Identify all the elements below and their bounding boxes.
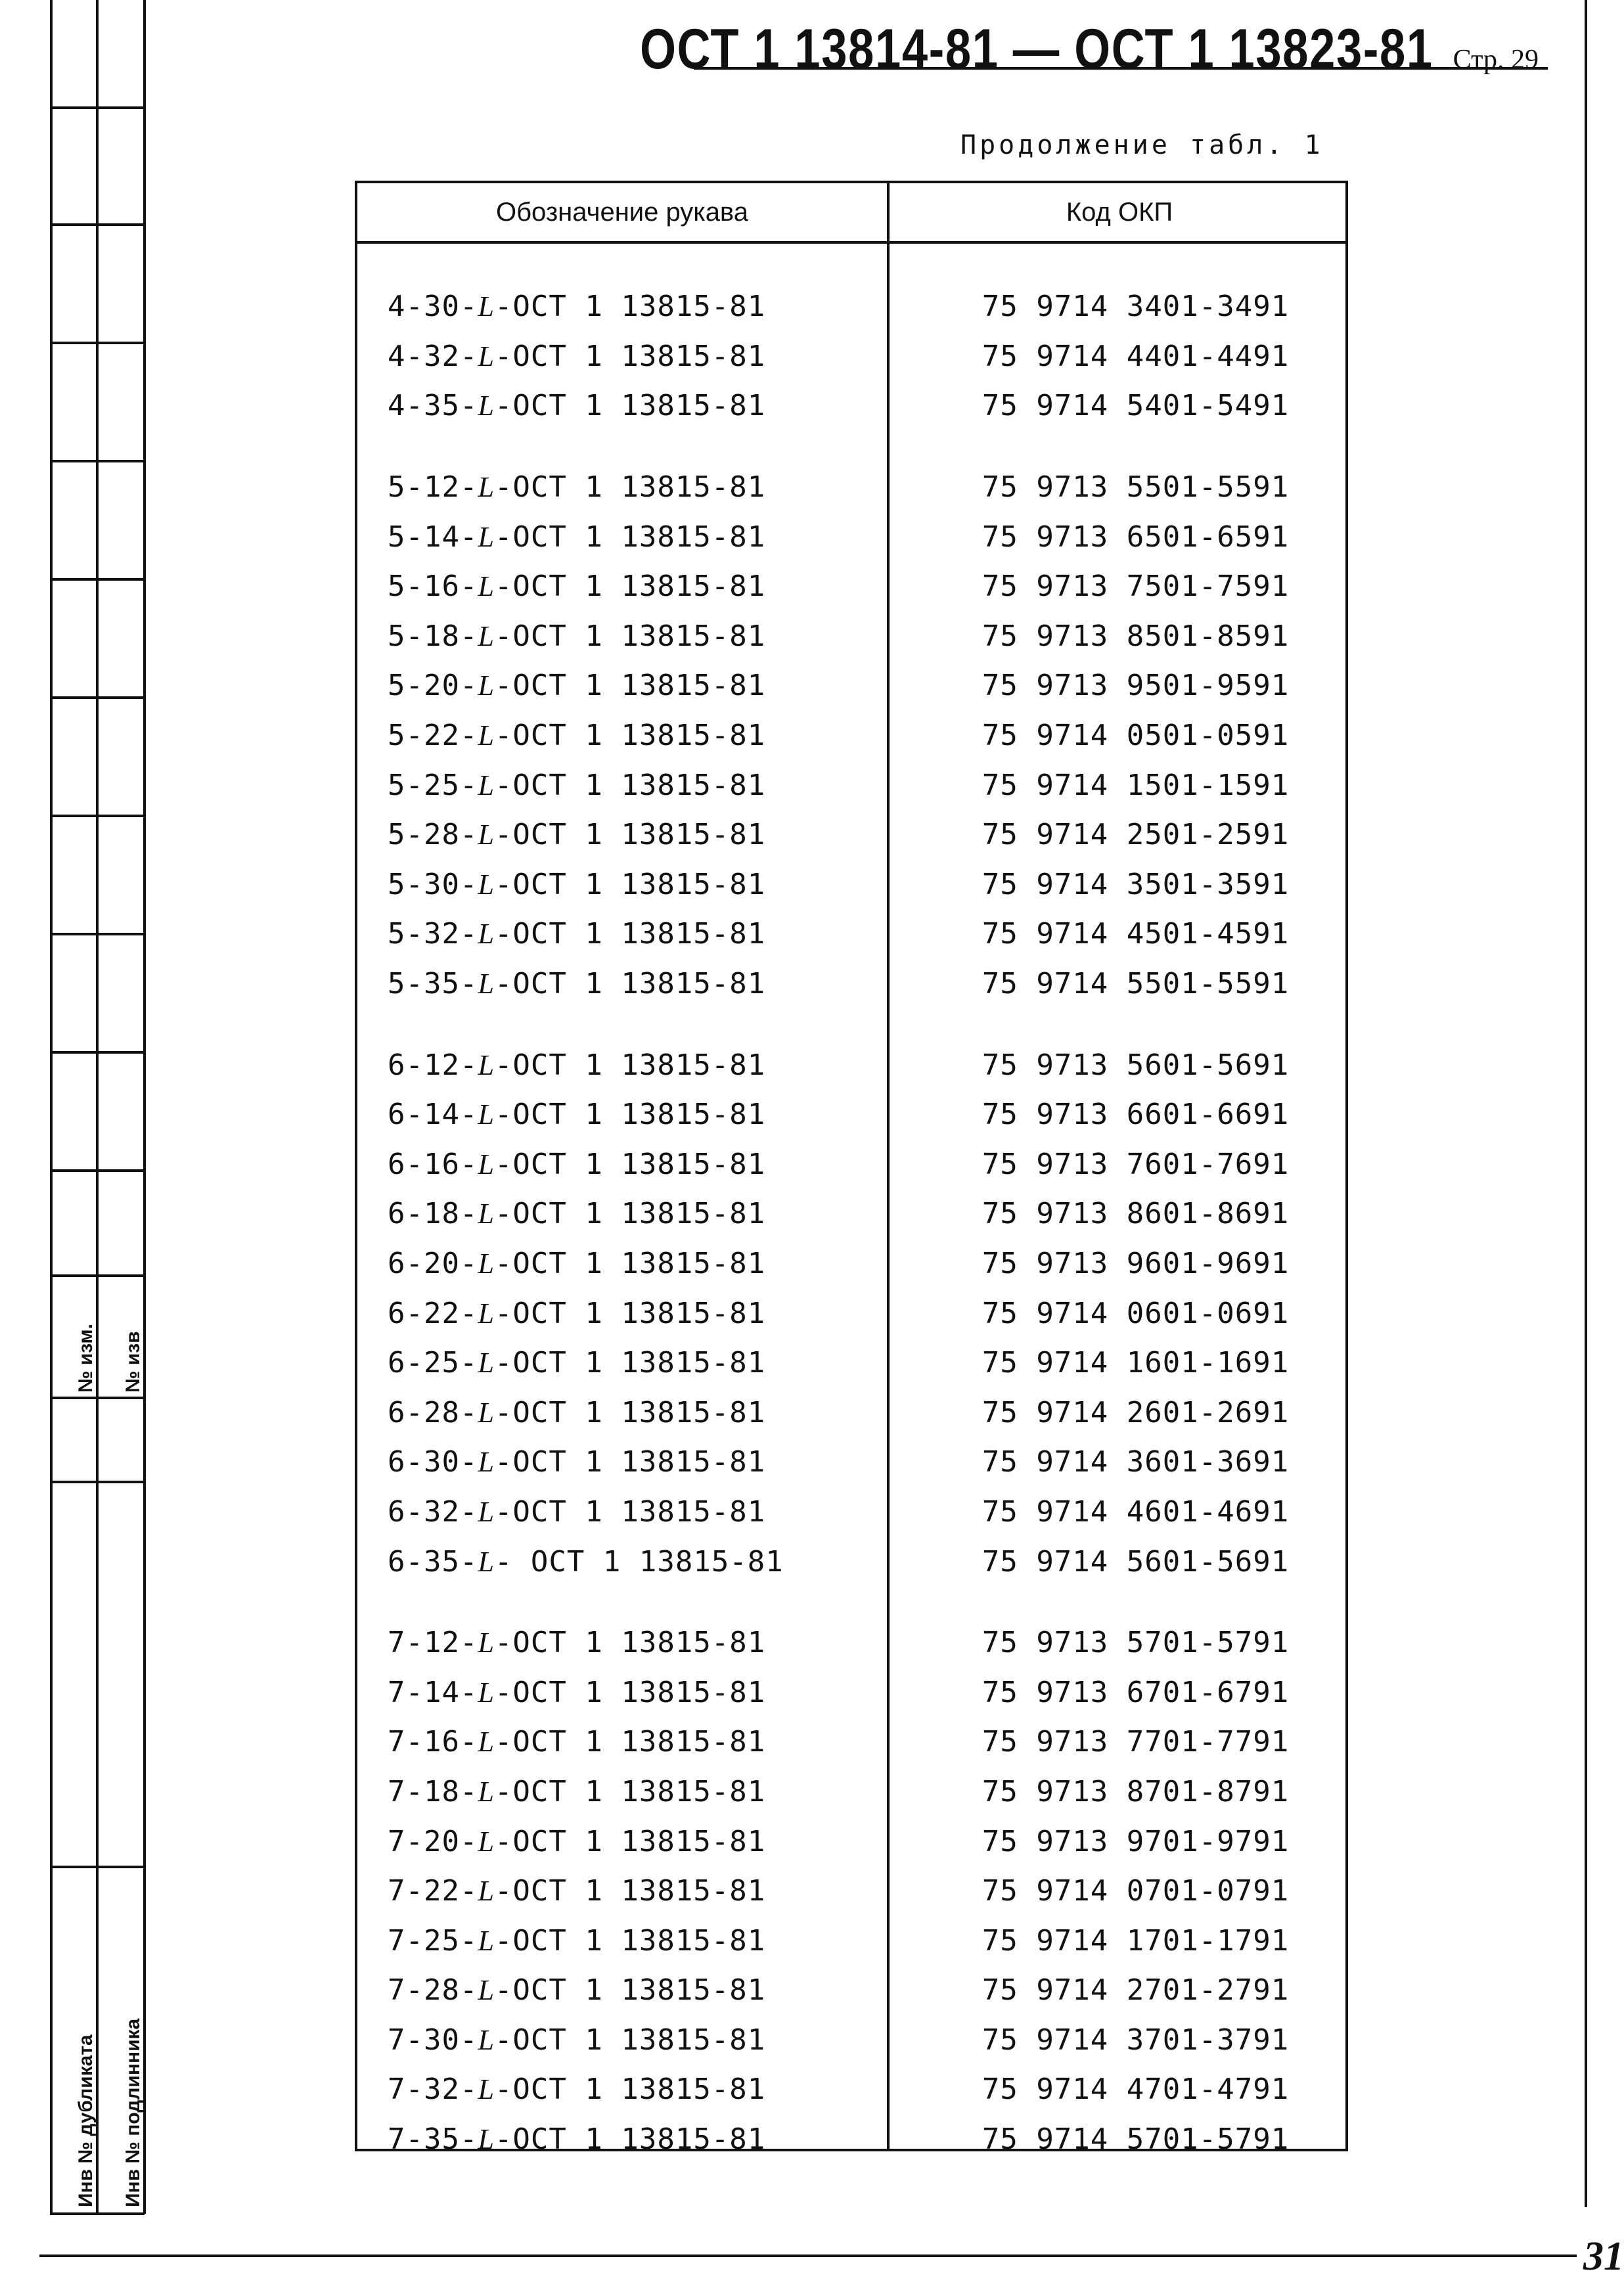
designation-prefix: 7-30- — [388, 2023, 478, 2057]
hose-designation-cell — [357, 389, 886, 422]
designation-prefix: 5-25- — [388, 768, 478, 802]
hose-designation-cell — [357, 2023, 886, 2057]
hose-designation-cell — [357, 1874, 886, 1908]
length-symbol: L — [478, 968, 495, 1000]
table-row — [357, 760, 1345, 810]
length-symbol: L — [478, 2073, 495, 2106]
length-symbol: L — [478, 1825, 495, 1858]
okp-code-cell: 75 9714 5701-5791 — [981, 2122, 1290, 2157]
designation-standard: -ОСТ 1 13815-81 — [494, 1874, 766, 1908]
designation-prefix: 7-20- — [388, 1824, 478, 1858]
designation-prefix: 6-14- — [388, 1098, 478, 1132]
length-symbol: L — [478, 1545, 495, 1578]
length-symbol: L — [478, 471, 495, 504]
designation-standard: -ОСТ 1 13815-81 — [494, 389, 766, 423]
bottom-rule — [39, 2254, 1577, 2257]
okp-code-cell: 75 9713 8601-8691 — [981, 1197, 1290, 1231]
table-row — [357, 1239, 1345, 1289]
designation-standard: -ОСТ 1 13815-81 — [494, 1774, 766, 1808]
okp-code-cell: 75 9714 0701-0791 — [981, 1874, 1290, 1908]
length-symbol: L — [478, 1726, 495, 1759]
designation-prefix: 7-14- — [388, 1675, 478, 1709]
length-symbol: L — [478, 669, 495, 702]
designation-standard: -ОСТ 1 13815-81 — [494, 1973, 766, 2008]
designation-prefix: 6-20- — [388, 1246, 478, 1280]
length-symbol: L — [478, 1626, 495, 1659]
designation-prefix: 5-28- — [388, 818, 478, 852]
okp-code-cell: 75 9714 3501-3591 — [981, 867, 1290, 901]
okp-code-cell: 75 9713 6701-6791 — [981, 1675, 1290, 1709]
okp-code-cell: 75 9713 7701-7791 — [981, 1725, 1290, 1759]
hose-designation-cell — [357, 967, 886, 1000]
table-row — [357, 2115, 1345, 2165]
length-symbol: L — [478, 1676, 495, 1709]
okp-code-cell: 75 9713 6501-6591 — [981, 520, 1290, 554]
okp-code-cell: 75 9714 0601-0691 — [981, 1296, 1290, 1330]
hose-designation-cell — [357, 719, 886, 752]
length-symbol: L — [478, 290, 495, 323]
designation-prefix: 7-35- — [388, 2122, 478, 2157]
designation-prefix: 5-18- — [388, 619, 478, 653]
length-symbol: L — [478, 1148, 495, 1180]
table-row-group — [357, 1618, 1345, 2165]
okp-code-cell: 75 9714 1501-1591 — [981, 768, 1290, 802]
hose-designation-cell — [357, 1973, 886, 2007]
designation-standard: -ОСТ 1 13815-81 — [494, 967, 766, 1001]
designation-prefix: 5-30- — [388, 867, 478, 901]
table-row — [357, 1387, 1345, 1437]
designation-prefix: 7-12- — [388, 1626, 478, 1660]
okp-code-cell: 75 9714 4501-4591 — [981, 917, 1290, 951]
length-symbol: L — [478, 1974, 495, 2007]
designation-prefix: 6-30- — [388, 1445, 478, 1479]
designation-prefix: 6-16- — [388, 1147, 478, 1181]
length-symbol: L — [478, 868, 495, 901]
okp-code-cell: 75 9714 4401-4491 — [981, 339, 1290, 373]
designation-prefix: 5-22- — [388, 719, 478, 753]
okp-code-cell: 75 9714 1601-1691 — [981, 1346, 1290, 1380]
designation-prefix: 6-25- — [388, 1346, 478, 1380]
hose-designation-cell — [357, 1626, 886, 1659]
hose-designation-cell — [357, 1197, 886, 1230]
designation-prefix: 5-14- — [388, 520, 478, 554]
table-row — [357, 332, 1345, 382]
okp-code-cell: 75 9713 5701-5791 — [981, 1626, 1290, 1660]
designation-standard: -ОСТ 1 13815-81 — [494, 470, 766, 505]
duplicate-inventory-label: Инв № дубликата — [75, 2034, 97, 2207]
okp-code-cell: 75 9714 3701-3791 — [981, 2023, 1290, 2057]
okp-code-cell: 75 9713 7601-7691 — [981, 1147, 1290, 1181]
table-row — [357, 1767, 1345, 1817]
designation-standard: -ОСТ 1 13815-81 — [494, 1494, 766, 1529]
page-number: 31 — [1583, 2234, 1624, 2279]
hose-designation-cell — [357, 2122, 886, 2156]
document-title: ОСТ 1 13814-81 — ОСТ 1 13823-81 — [640, 18, 1433, 81]
table-row — [357, 1618, 1345, 1668]
hose-designation-cell — [357, 1495, 886, 1529]
okp-code-cell: 75 9713 6601-6691 — [981, 1098, 1290, 1132]
table-row — [357, 810, 1345, 860]
designation-standard: -ОСТ 1 13815-81 — [494, 1197, 766, 1231]
column-header-designation: Обозначение рукава — [496, 197, 748, 227]
table-row — [357, 860, 1345, 910]
designation-prefix: 4-32- — [388, 339, 478, 373]
hose-designation-cell — [357, 1048, 886, 1082]
hose-designation-cell — [357, 1924, 886, 1958]
designation-standard: -ОСТ 1 13815-81 — [494, 570, 766, 604]
designation-standard: -ОСТ 1 13815-81 — [494, 1445, 766, 1479]
change-number-label: № изм. — [75, 1324, 97, 1393]
designation-standard: -ОСТ 1 13815-81 — [494, 619, 766, 653]
designation-standard: -ОСТ 1 13815-81 — [494, 1296, 766, 1330]
hose-designation-cell — [357, 1098, 886, 1131]
designation-prefix: 7-16- — [388, 1725, 478, 1759]
designation-standard: -ОСТ 1 13815-81 — [494, 2122, 766, 2157]
table-row — [357, 661, 1345, 711]
table-row — [357, 612, 1345, 662]
hose-designation-cell — [357, 340, 886, 373]
designation-standard: -ОСТ 1 13815-81 — [494, 768, 766, 802]
column-header-okp-code: Код ОКП — [1066, 197, 1173, 227]
okp-code-cell: 75 9713 5501-5591 — [981, 470, 1290, 505]
designation-standard: -ОСТ 1 13815-81 — [494, 1626, 766, 1660]
designation-prefix: 7-22- — [388, 1874, 478, 1908]
table-row — [357, 282, 1345, 332]
okp-code-cell: 75 9713 5601-5691 — [981, 1048, 1290, 1082]
table-row — [357, 711, 1345, 761]
table-row — [357, 512, 1345, 562]
hose-code-table — [355, 181, 1348, 2157]
length-symbol: L — [478, 619, 495, 652]
table-continuation-caption: Продолжение табл. 1 — [960, 130, 1324, 160]
okp-code-cell: 75 9714 3601-3691 — [981, 1445, 1290, 1479]
table-row — [357, 1667, 1345, 1717]
table-row — [357, 1140, 1345, 1190]
table-row — [357, 1487, 1345, 1537]
length-symbol: L — [478, 1098, 495, 1131]
hose-designation-cell — [357, 818, 886, 851]
table-body — [357, 282, 1345, 2195]
designation-standard: -ОСТ 1 13815-81 — [494, 290, 766, 324]
hose-designation-cell — [357, 470, 886, 504]
table-row — [357, 1288, 1345, 1338]
designation-standard: -ОСТ 1 13815-81 — [494, 1098, 766, 1132]
okp-code-cell: 75 9713 9501-9591 — [981, 669, 1290, 703]
designation-standard: -ОСТ 1 13815-81 — [494, 1048, 766, 1082]
length-symbol: L — [478, 2023, 495, 2056]
hose-designation-cell — [357, 769, 886, 802]
table-row — [357, 1040, 1345, 1090]
hose-designation-cell — [357, 669, 886, 702]
okp-code-cell: 75 9713 9701-9791 — [981, 1824, 1290, 1858]
okp-code-cell: 75 9714 0501-0591 — [981, 719, 1290, 753]
table-row — [357, 1437, 1345, 1487]
designation-prefix: 5-12- — [388, 470, 478, 505]
table-row — [357, 1338, 1345, 1388]
header-separator — [357, 241, 1345, 244]
hose-designation-cell — [357, 1247, 886, 1280]
table-row — [357, 462, 1345, 512]
designation-standard: -ОСТ 1 13815-81 — [494, 339, 766, 373]
designation-prefix: 6-32- — [388, 1494, 478, 1529]
table-row — [357, 1189, 1345, 1239]
table-row — [357, 2065, 1345, 2115]
okp-code-cell: 75 9714 2501-2591 — [981, 818, 1290, 852]
hose-designation-cell — [357, 1346, 886, 1380]
table-row — [357, 1916, 1345, 1965]
document-header — [466, 5, 1539, 81]
length-symbol: L — [478, 570, 495, 603]
hose-designation-cell — [357, 290, 886, 323]
okp-code-cell: 75 9713 8501-8591 — [981, 619, 1290, 653]
designation-prefix: 7-18- — [388, 1774, 478, 1808]
designation-standard: -ОСТ 1 13815-81 — [494, 1246, 766, 1280]
designation-standard: -ОСТ 1 13815-81 — [494, 669, 766, 703]
designation-prefix: 5-16- — [388, 570, 478, 604]
okp-code-cell: 75 9714 5601-5691 — [981, 1544, 1290, 1579]
hose-designation-cell — [357, 1676, 886, 1709]
hose-designation-cell — [357, 1148, 886, 1181]
designation-standard: -ОСТ 1 13815-81 — [494, 1923, 766, 1958]
hose-designation-cell — [357, 520, 886, 554]
length-symbol: L — [478, 520, 495, 553]
table-row — [357, 1090, 1345, 1140]
designation-prefix: 7-28- — [388, 1973, 478, 2008]
hose-designation-cell — [357, 917, 886, 951]
designation-standard: -ОСТ 1 13815-81 — [494, 1675, 766, 1709]
designation-prefix: 5-32- — [388, 917, 478, 951]
okp-code-cell: 75 9714 3401-3491 — [981, 290, 1290, 324]
designation-standard: -ОСТ 1 13815-81 — [494, 1824, 766, 1858]
designation-prefix: 7-25- — [388, 1923, 478, 1958]
table-row — [357, 1537, 1345, 1586]
length-symbol: L — [478, 1347, 495, 1380]
table-row — [357, 2015, 1345, 2065]
designation-standard: -ОСТ 1 13815-81 — [494, 520, 766, 554]
designation-standard: -ОСТ 1 13815-81 — [494, 818, 766, 852]
length-symbol: L — [478, 340, 495, 372]
table-row — [357, 381, 1345, 431]
designation-standard: -ОСТ 1 13815-81 — [494, 2023, 766, 2057]
okp-code-cell: 75 9713 8701-8791 — [981, 1774, 1290, 1808]
right-frame-line — [1585, 0, 1587, 2207]
hose-designation-cell — [357, 570, 886, 603]
designation-prefix: 6-28- — [388, 1395, 478, 1429]
hose-designation-cell — [357, 1545, 886, 1579]
okp-code-cell: 75 9713 7501-7591 — [981, 570, 1290, 604]
hose-designation-cell — [357, 1775, 886, 1808]
length-symbol: L — [478, 1247, 495, 1280]
designation-standard: -ОСТ 1 13815-81 — [494, 867, 766, 901]
designation-prefix: 6-12- — [388, 1048, 478, 1082]
table-row — [357, 1965, 1345, 2015]
okp-code-cell: 75 9714 1701-1791 — [981, 1923, 1290, 1958]
hose-designation-cell — [357, 1825, 886, 1858]
designation-prefix: 6-18- — [388, 1197, 478, 1231]
hose-designation-cell — [357, 2073, 886, 2106]
table-row — [357, 1717, 1345, 1767]
table-row-group — [357, 1040, 1345, 1586]
hose-designation-cell — [357, 1396, 886, 1429]
length-symbol: L — [478, 1495, 495, 1528]
designation-prefix: 6-35- — [388, 1544, 478, 1579]
table-row — [357, 1816, 1345, 1866]
table-row — [357, 959, 1345, 1009]
designation-standard: -ОСТ 1 13815-81 — [494, 1147, 766, 1181]
designation-standard: -ОСТ 1 13815-81 — [494, 2073, 766, 2107]
designation-standard: -ОСТ 1 13815-81 — [494, 1395, 766, 1429]
okp-code-cell: 75 9714 5401-5491 — [981, 389, 1290, 423]
length-symbol: L — [478, 1924, 495, 1957]
length-symbol: L — [478, 819, 495, 851]
designation-standard: -ОСТ 1 13815-81 — [494, 1346, 766, 1380]
length-symbol: L — [478, 1775, 495, 1808]
designation-standard: -ОСТ 1 13815-81 — [494, 1725, 766, 1759]
length-symbol: L — [478, 2123, 495, 2156]
designation-prefix: 6-22- — [388, 1296, 478, 1330]
length-symbol: L — [478, 1297, 495, 1330]
table-row — [357, 909, 1345, 959]
hose-designation-cell — [357, 619, 886, 653]
okp-code-cell: 75 9714 2601-2691 — [981, 1395, 1290, 1429]
table-row — [357, 1866, 1345, 1916]
designation-standard: -ОСТ 1 13815-81 — [494, 917, 766, 951]
original-inventory-label: Инв № подлинника — [122, 2018, 144, 2207]
okp-code-cell: 75 9714 5501-5591 — [981, 967, 1290, 1001]
designation-standard: - ОСТ 1 13815-81 — [494, 1544, 784, 1579]
hose-designation-cell — [357, 868, 886, 901]
hose-designation-cell — [357, 1297, 886, 1330]
okp-code-cell: 75 9714 4601-4691 — [981, 1494, 1290, 1529]
length-symbol: L — [478, 769, 495, 801]
table-row — [357, 562, 1345, 612]
page-label: Стр. 29 — [1453, 45, 1539, 75]
length-symbol: L — [478, 1446, 495, 1479]
table-row-group — [357, 282, 1345, 431]
length-symbol: L — [478, 1396, 495, 1429]
length-symbol: L — [478, 1048, 495, 1081]
okp-code-cell: 75 9714 4701-4791 — [981, 2073, 1290, 2107]
designation-prefix: 5-35- — [388, 967, 478, 1001]
table-row-group — [357, 462, 1345, 1009]
okp-code-cell: 75 9714 2701-2791 — [981, 1973, 1290, 2008]
designation-prefix: 5-20- — [388, 669, 478, 703]
designation-prefix: 4-30- — [388, 290, 478, 324]
length-symbol: L — [478, 390, 495, 422]
designation-prefix: 4-35- — [388, 389, 478, 423]
designation-standard: -ОСТ 1 13815-81 — [494, 719, 766, 753]
notice-number-label: № изв — [122, 1331, 144, 1393]
length-symbol: L — [478, 918, 495, 951]
okp-code-cell: 75 9713 9601-9691 — [981, 1246, 1290, 1280]
length-symbol: L — [478, 1875, 495, 1908]
length-symbol: L — [478, 719, 495, 752]
hose-designation-cell — [357, 1445, 886, 1479]
designation-prefix: 7-32- — [388, 2073, 478, 2107]
length-symbol: L — [478, 1198, 495, 1230]
hose-designation-cell — [357, 1725, 886, 1759]
